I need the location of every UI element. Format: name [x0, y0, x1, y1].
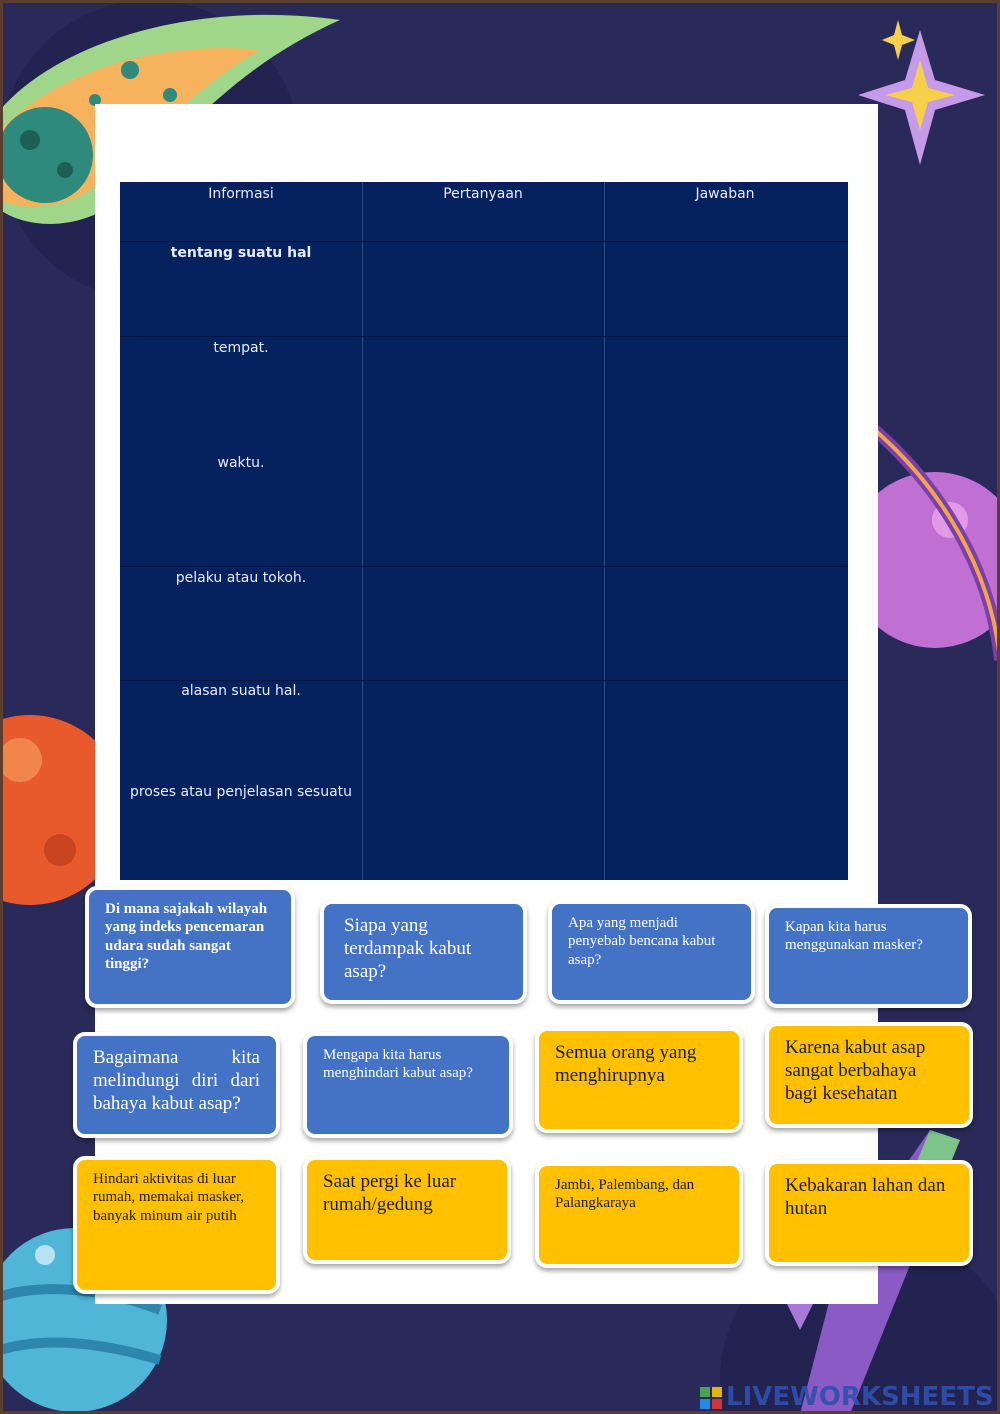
answer-table [120, 182, 848, 880]
answer-card-going-out[interactable]: Saat pergi ke luar rumah/gedung [303, 1156, 511, 1264]
answer-card-fire[interactable]: Kebakaran lahan dan hutan [765, 1160, 973, 1266]
liveworksheets-badge-icon [700, 1387, 722, 1409]
answer-card-everyone[interactable]: Semua orang yang menghirupnya [535, 1027, 743, 1133]
info-pelaku: pelaku atau tokoh. [175, 570, 307, 586]
answer-card-avoid-activities[interactable]: Hindari aktivitas di luar rumah, memakai masker, banyak minum air putih [73, 1156, 280, 1294]
question-card-when[interactable]: Kapan kita harus menggunakan masker? [765, 904, 972, 1008]
answer-dropzone[interactable] [605, 337, 848, 451]
header-jawaban: Jawaban [695, 186, 755, 202]
info-tentang-suatu-hal: tentang suatu hal [170, 245, 312, 261]
question-dropzone[interactable] [363, 681, 604, 781]
question-dropzone[interactable] [363, 242, 604, 336]
question-card-where[interactable]: Di mana sajakah wilayah yang indeks pencemaran udara sudah sangat tinggi? [85, 886, 295, 1008]
answer-card-because[interactable]: Karena kabut asap sangat berbahaya bagi kesehatan [765, 1022, 973, 1128]
info-waktu: waktu. [217, 455, 265, 471]
question-dropzone[interactable] [363, 781, 604, 880]
answer-dropzone[interactable] [605, 242, 848, 336]
answer-dropzone[interactable] [605, 567, 848, 680]
question-card-how[interactable]: Bagaimana kita melindungi diri dari bahaya kabut asap? [73, 1032, 280, 1138]
question-dropzone[interactable] [363, 567, 604, 680]
watermark-text: LIVEWORKSHEETS [726, 1382, 994, 1412]
header-pertanyaan: Pertanyaan [443, 186, 523, 202]
info-proses: proses atau penjelasan sesuatu [129, 784, 353, 800]
header-informasi: Informasi [208, 186, 274, 202]
liveworksheets-logo [700, 1382, 994, 1412]
answer-dropzone[interactable] [605, 681, 848, 781]
info-alasan: alasan suatu hal. [181, 683, 301, 699]
answer-dropzone[interactable] [605, 781, 848, 880]
question-card-why[interactable]: Mengapa kita harus menghindari kabut asap? [303, 1032, 513, 1138]
question-card-what[interactable]: Apa yang menjadi penyebab bencana kabut asap? [548, 900, 755, 1004]
question-dropzone[interactable] [363, 451, 604, 566]
answer-card-locations[interactable]: Jambi, Palembang, dan Palangkaraya [535, 1162, 743, 1268]
answer-dropzone[interactable] [605, 451, 848, 566]
question-dropzone[interactable] [363, 337, 604, 451]
info-tempat: tempat. [213, 340, 269, 356]
question-card-who[interactable]: Siapa yang terdampak kabut asap? [320, 900, 527, 1004]
